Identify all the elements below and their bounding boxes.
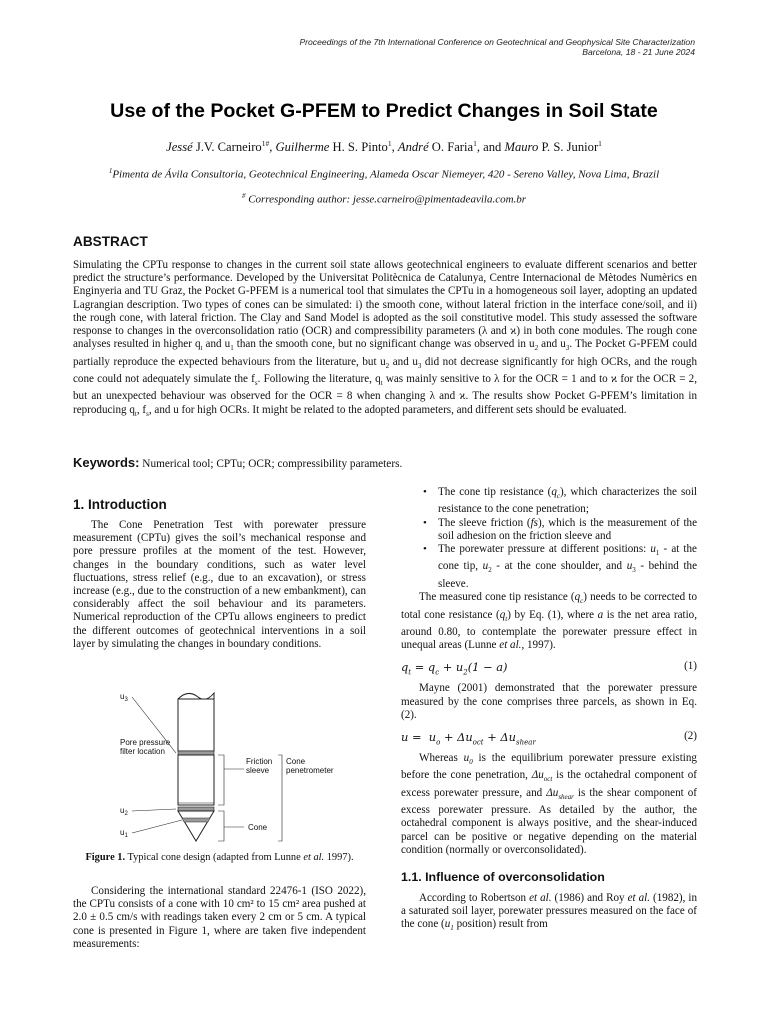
author-4-rest: P. S. Junior	[538, 140, 599, 155]
abstract-sub: s	[146, 409, 149, 418]
intro-section	[73, 497, 366, 651]
label-sleeve: sleeve	[246, 766, 270, 775]
abstract-sub: 1	[230, 344, 234, 353]
author-1-rest: J.V. Carneiro	[192, 140, 262, 155]
keywords-label: Keywords:	[73, 455, 140, 470]
label-friction: Friction	[246, 757, 273, 766]
abstract-text: Simulating the CPTu response to changes in the current soil state allows geotechnical engineers to evaluate different scenarios and better predict the structure’s performance. Developed by the Universitat Politècnica de Catalunya, Centre Internacional de Mètodes Numèrics en Enginyeria and TU Graz, the Pocket G-PFEM is a numerical tool that simulates the CPTu in a homogeneous soil layer, adopting an updated Lagrangian description. Two types of cones can be simulated: i) the smooth cone, without lateral friction in the interface cone/soil, and ii) the rough cone, with lateral friction. The Clay and Sand Model is adopted as the soil constitutive model. This study assessed the software response to changes in the overconsolidation ratio (OCR) and compressibility parameters (λ and ϰ) in both cone modules. The rough cone analyses resulted in higher q	[73, 259, 697, 351]
author-3-rest: O. Faria	[428, 140, 474, 155]
corr-sup: #	[241, 192, 246, 200]
label-u3: $u_3$	[120, 692, 128, 703]
author-and: , and	[476, 140, 505, 155]
author-2-sup: 1	[387, 139, 392, 148]
label-cone-pen-1: Cone	[286, 757, 306, 766]
intro-paragraph-2: Considering the international standard 22476-1 (ISO 2022), the CPTu consists of a cone with 10 cm² to 15 cm² area pushed at 2.0 ± 0.5 cm/s with readings taken every 2 cm or 5 cm. A typical cone is presented in Figure 1, where are taken five independent measurements:	[73, 885, 366, 950]
label-u2: $u_2$	[120, 806, 128, 817]
cone-rod	[178, 699, 214, 751]
header-line-2: Barcelona, 18 - 21 June 2024	[582, 47, 695, 57]
abstract-text: did not decrease significantly for high OCRs, and the rough cone could not adequately simulate the f	[73, 355, 697, 386]
intro-continued	[73, 885, 366, 951]
keywords	[73, 455, 697, 470]
label-cone: Cone	[248, 823, 268, 832]
abstract-sub: 2	[534, 344, 539, 353]
label-pore-pressure: Pore pressure	[120, 738, 171, 747]
corresponding-author	[72, 192, 696, 206]
equation-1	[401, 660, 697, 676]
author-3-first: André	[397, 140, 429, 155]
abstract-sub: t	[380, 379, 383, 388]
abstract-text: . The Pocket G-PFEM could partially reproduce the expected behaviours from the literature, but u	[73, 338, 697, 368]
figure-caption	[73, 852, 366, 865]
header-line-1: Proceedings of the 7th International Conference on Geotechnical and Geophysical Site Characterization	[299, 37, 695, 47]
abstract-sub: t	[200, 344, 203, 353]
abstract-sub: 3	[417, 361, 422, 370]
equation-1-number: (1)	[684, 660, 697, 673]
intro-heading: 1. Introduction	[73, 497, 167, 512]
abstract-text: , f	[136, 403, 147, 416]
author-list: Jessé J.V. Carneiro$^{1\#}$, Guilherme H. S. Pinto$^1$, André O. Faria$^1$, and Mauro P. S. Junior$^1$	[166, 139, 602, 155]
equation-2	[401, 730, 697, 746]
bracket-sleeve	[218, 755, 224, 805]
paper-title: Use of the Pocket G-PFEM to Predict Changes in Soil State	[110, 100, 658, 122]
u1-filter	[182, 818, 210, 822]
keywords-text: Numerical tool; CPTu; OCR; compressibility parameters.	[139, 458, 403, 470]
equation-2-text: $u = u_o + \Delta u_{oct} + \Delta u_{shear}$	[401, 729, 536, 747]
abstract-text: and u	[389, 355, 418, 368]
u2-filter	[178, 807, 214, 811]
caption-text: Typical cone design (adapted from Lunne	[125, 852, 304, 863]
abstract-text: . Following the literature, q	[257, 373, 381, 386]
list-item: • The cone tip resistance $(q_c)$, which characterizes the soil resistance to the cone penetration;	[401, 486, 697, 517]
paragraph-cone-correction: The measured cone tip resistance $(q_c)$ needs to be corrected to total cone resistance $(q_t)$ by Eq. (1), where a is the net area ratio, around 0.80, to contemplate the porewater pressure effect in unequal areas (Lunne et al., 1997).	[401, 591, 697, 652]
bracket-penetrometer	[278, 755, 282, 841]
cone-tip	[178, 811, 214, 841]
corr-text: Corresponding author: jesse.carneiro@pimentadeavila.com.br	[245, 193, 527, 206]
label-u1: $u_1$	[120, 828, 128, 839]
leader-u2	[132, 809, 176, 811]
author-1-first: Jessé	[166, 140, 193, 155]
label-filter-location: filter location	[120, 747, 165, 756]
label-cone-pen-2: penetrometer	[286, 766, 334, 775]
abstract-text: was mainly sensitive to λ for the OCR = 1 and to ϰ for the OCR = 2, but an unexpected behaviour was observed for the OCR = 8 when changing λ and ϰ. The results show Pocket G-PFEM’s limitation in reproducing q	[73, 373, 697, 416]
leader-u1	[132, 820, 182, 833]
cone-figure	[110, 687, 334, 847]
affiliation	[72, 165, 696, 182]
subsection-heading: 1.1. Influence of overconsolidation	[401, 870, 605, 885]
measurement-list	[401, 486, 697, 591]
author-1-sup: 1#	[261, 139, 270, 148]
paragraph-mayne: Mayne (2001) demonstrated that the porewater pressure measured by the cone comprises three parcels, as shown in Eq. (2).	[401, 682, 697, 721]
abstract-sub: 2	[385, 361, 390, 370]
caption-end: 1997).	[324, 852, 354, 863]
intro-paragraph-1: The Cone Penetration Test with porewater pressure measurement (CPTu) gives the soil’s mechanical response and pore pressure profiles at the moment of the test. However, changes in the boundary conditions, such as water level fluctuations, stress relief (e.g., due to an excavation), or stress increase (e.g., due to the construction of a new embankment), can considerably affect the soil behaviour and its parameters. Numerical reproduction of the CPTu allows engineers to predict the different outcomes of geotechnical interventions in a soil layer by simulating the changes in boundary conditions.	[73, 519, 366, 650]
list-item: • The porewater pressure at different positions: $u_1$ - at the cone tip, $u_2$ - at the cone shoulder, and $u_3$ - behind the sleeve.	[401, 543, 697, 591]
caption-label: Figure 1.	[85, 852, 126, 863]
right-column	[401, 486, 697, 936]
proceedings-header	[299, 37, 695, 57]
equation-2-number: (2)	[684, 729, 697, 742]
abstract-sub: t	[134, 409, 137, 418]
abstract-sub: s	[254, 379, 258, 388]
equation-1-text: $q_t = q_c + u_2(1 - a)$	[401, 660, 508, 677]
paragraph-components: Whereas $u_0$ is the equilibrium porewater pressure existing before the cone penetration, $\Delta u_{oct}$ is the octahedral component of excess porewater pressure, and $\Delta u_{shear}$ is the shear component of excess porewater pressure. As detailed by the author, the octahedral component is always positive, and the shear-induced parcel can be positive or negative depending on the material condition (normally or overconsolidated).	[401, 751, 697, 856]
caption-etal: et al.	[303, 852, 325, 863]
affiliation-sup: 1	[108, 167, 113, 175]
abstract-body	[73, 259, 697, 421]
u3-filter	[178, 751, 214, 755]
abstract-text: and u	[202, 338, 231, 351]
author-4-first: Mauro	[504, 140, 539, 155]
abstract-text: and u	[538, 338, 566, 351]
author-3-sup: 1	[473, 139, 477, 148]
author-2-rest: H. S. Pinto	[329, 140, 388, 155]
abstract-text: , and u for high OCRs. It might be related to the adopted parameters, and different sets should be evaluated.	[148, 403, 627, 416]
author-2-first: Guilherme	[275, 140, 330, 155]
list-item: • The sleeve friction (fs), which is the measurement of the soil adhesion on the friction sleeve and	[401, 517, 697, 543]
affiliation-text: Pimenta de Ávila Consultoria, Geotechnical Engineering, Alameda Oscar Niemeyer, 420 - Sereno Valley, Nova Lima, Brazil	[112, 168, 660, 181]
paragraph-overconsolidation: According to Robertson et al. (1986) and Roy et al. (1982), in a saturated soil layer, porewater pressures measured on the face of the cone ($u_1$ position) result from	[401, 892, 698, 933]
bracket-cone	[218, 811, 224, 841]
author-4-sup: 1	[598, 139, 602, 148]
abstract-sub: 3	[565, 344, 570, 353]
abstract-heading: ABSTRACT	[73, 234, 148, 249]
abstract-text: than the smooth cone, but no significant change was observed in u	[233, 338, 535, 351]
friction-sleeve	[178, 755, 214, 805]
